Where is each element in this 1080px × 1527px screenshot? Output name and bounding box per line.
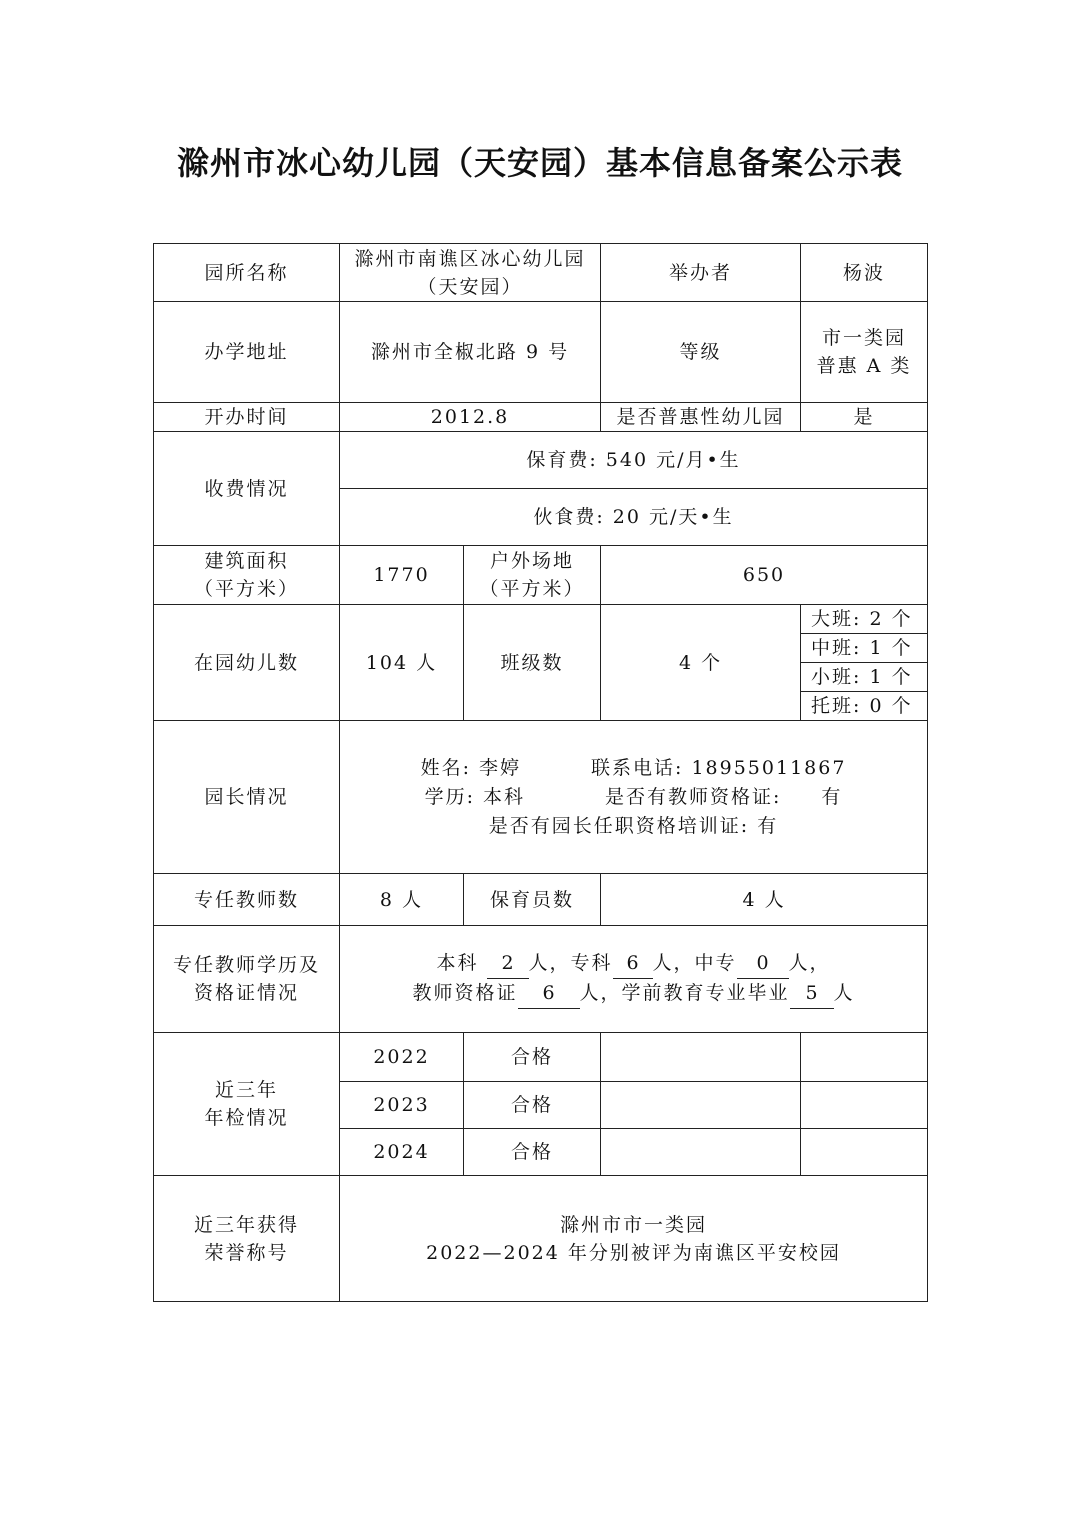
grade-value: 市一类园 普惠 A 类 [801,302,928,403]
empty-cell [601,1082,801,1129]
name-label: 园所名称 [154,244,340,302]
teacher-edu-label: 专任教师学历及 资格证情况 [154,926,340,1033]
table-row [154,1176,928,1302]
address-label: 办学地址 [154,302,340,403]
classes-label: 班级数 [464,605,601,721]
class-middle: 中班: 1 个 [801,634,928,663]
honor-value: 滁州市市一类园 2022—2024 年分别被评为南谯区平安校园 [340,1176,928,1302]
open-label: 开办时间 [154,403,340,432]
director-info: 姓名: 李婷 联系电话: 18955011867 学历: 本科 是否有教师资格证: 有 是否有园长任职资格培训证: 有 [340,721,928,874]
empty-cell [601,1129,801,1176]
info-table [153,243,928,1302]
sponsor-value: 杨波 [801,244,928,302]
empty-cell [801,1033,928,1082]
open-value: 2012.8 [340,403,601,432]
teacher-edu-info: 本科 2 人，专科 6 人，中专 0 人， 教师资格证 6 人，学前教育专业毕业 5 人 [340,926,928,1033]
class-small: 小班: 1 个 [801,663,928,692]
puhui-value: 是 [801,403,928,432]
empty-cell [601,1033,801,1082]
inspection-year: 2024 [340,1129,464,1176]
fee-meal: 伙食费: 20 元/天•生 [340,489,928,546]
table-row [154,874,928,926]
table-row [154,721,928,874]
empty-cell [801,1129,928,1176]
name-value: 滁州市南谯区冰心幼儿园 （天安园） [340,244,601,302]
table-row [154,244,928,302]
sponsor-label: 举办者 [601,244,801,302]
class-nursery: 托班: 0 个 [801,692,928,721]
table-row [154,605,928,634]
inspection-result: 合格 [464,1033,601,1082]
teachers-label: 专任教师数 [154,874,340,926]
table-row [154,926,928,1033]
table-row [154,432,928,489]
fee-label: 收费情况 [154,432,340,546]
inspection-year: 2022 [340,1033,464,1082]
children-value: 104 人 [340,605,464,721]
director-label: 园长情况 [154,721,340,874]
outdoor-value: 650 [601,546,928,605]
teachers-value: 8 人 [340,874,464,926]
nurses-value: 4 人 [601,874,928,926]
fee-care: 保育费: 540 元/月•生 [340,432,928,489]
empty-cell [801,1082,928,1129]
puhui-label: 是否普惠性幼儿园 [601,403,801,432]
table-row [154,302,928,403]
inspection-label: 近三年 年检情况 [154,1033,340,1176]
classes-value: 4 个 [601,605,801,721]
nurses-label: 保育员数 [464,874,601,926]
building-label: 建筑面积 （平方米） [154,546,340,605]
building-value: 1770 [340,546,464,605]
honor-label: 近三年获得 荣誉称号 [154,1176,340,1302]
class-big: 大班: 2 个 [801,605,928,634]
grade-label: 等级 [601,302,801,403]
table-row [154,546,928,605]
outdoor-label: 户外场地 （平方米） [464,546,601,605]
page-title: 滁州市冰心幼儿园（天安园）基本信息备案公示表 [176,144,903,182]
table-row [154,403,928,432]
table-row [154,1033,928,1082]
children-label: 在园幼儿数 [154,605,340,721]
inspection-result: 合格 [464,1082,601,1129]
inspection-year: 2023 [340,1082,464,1129]
address-value: 滁州市全椒北路 9 号 [340,302,601,403]
inspection-result: 合格 [464,1129,601,1176]
